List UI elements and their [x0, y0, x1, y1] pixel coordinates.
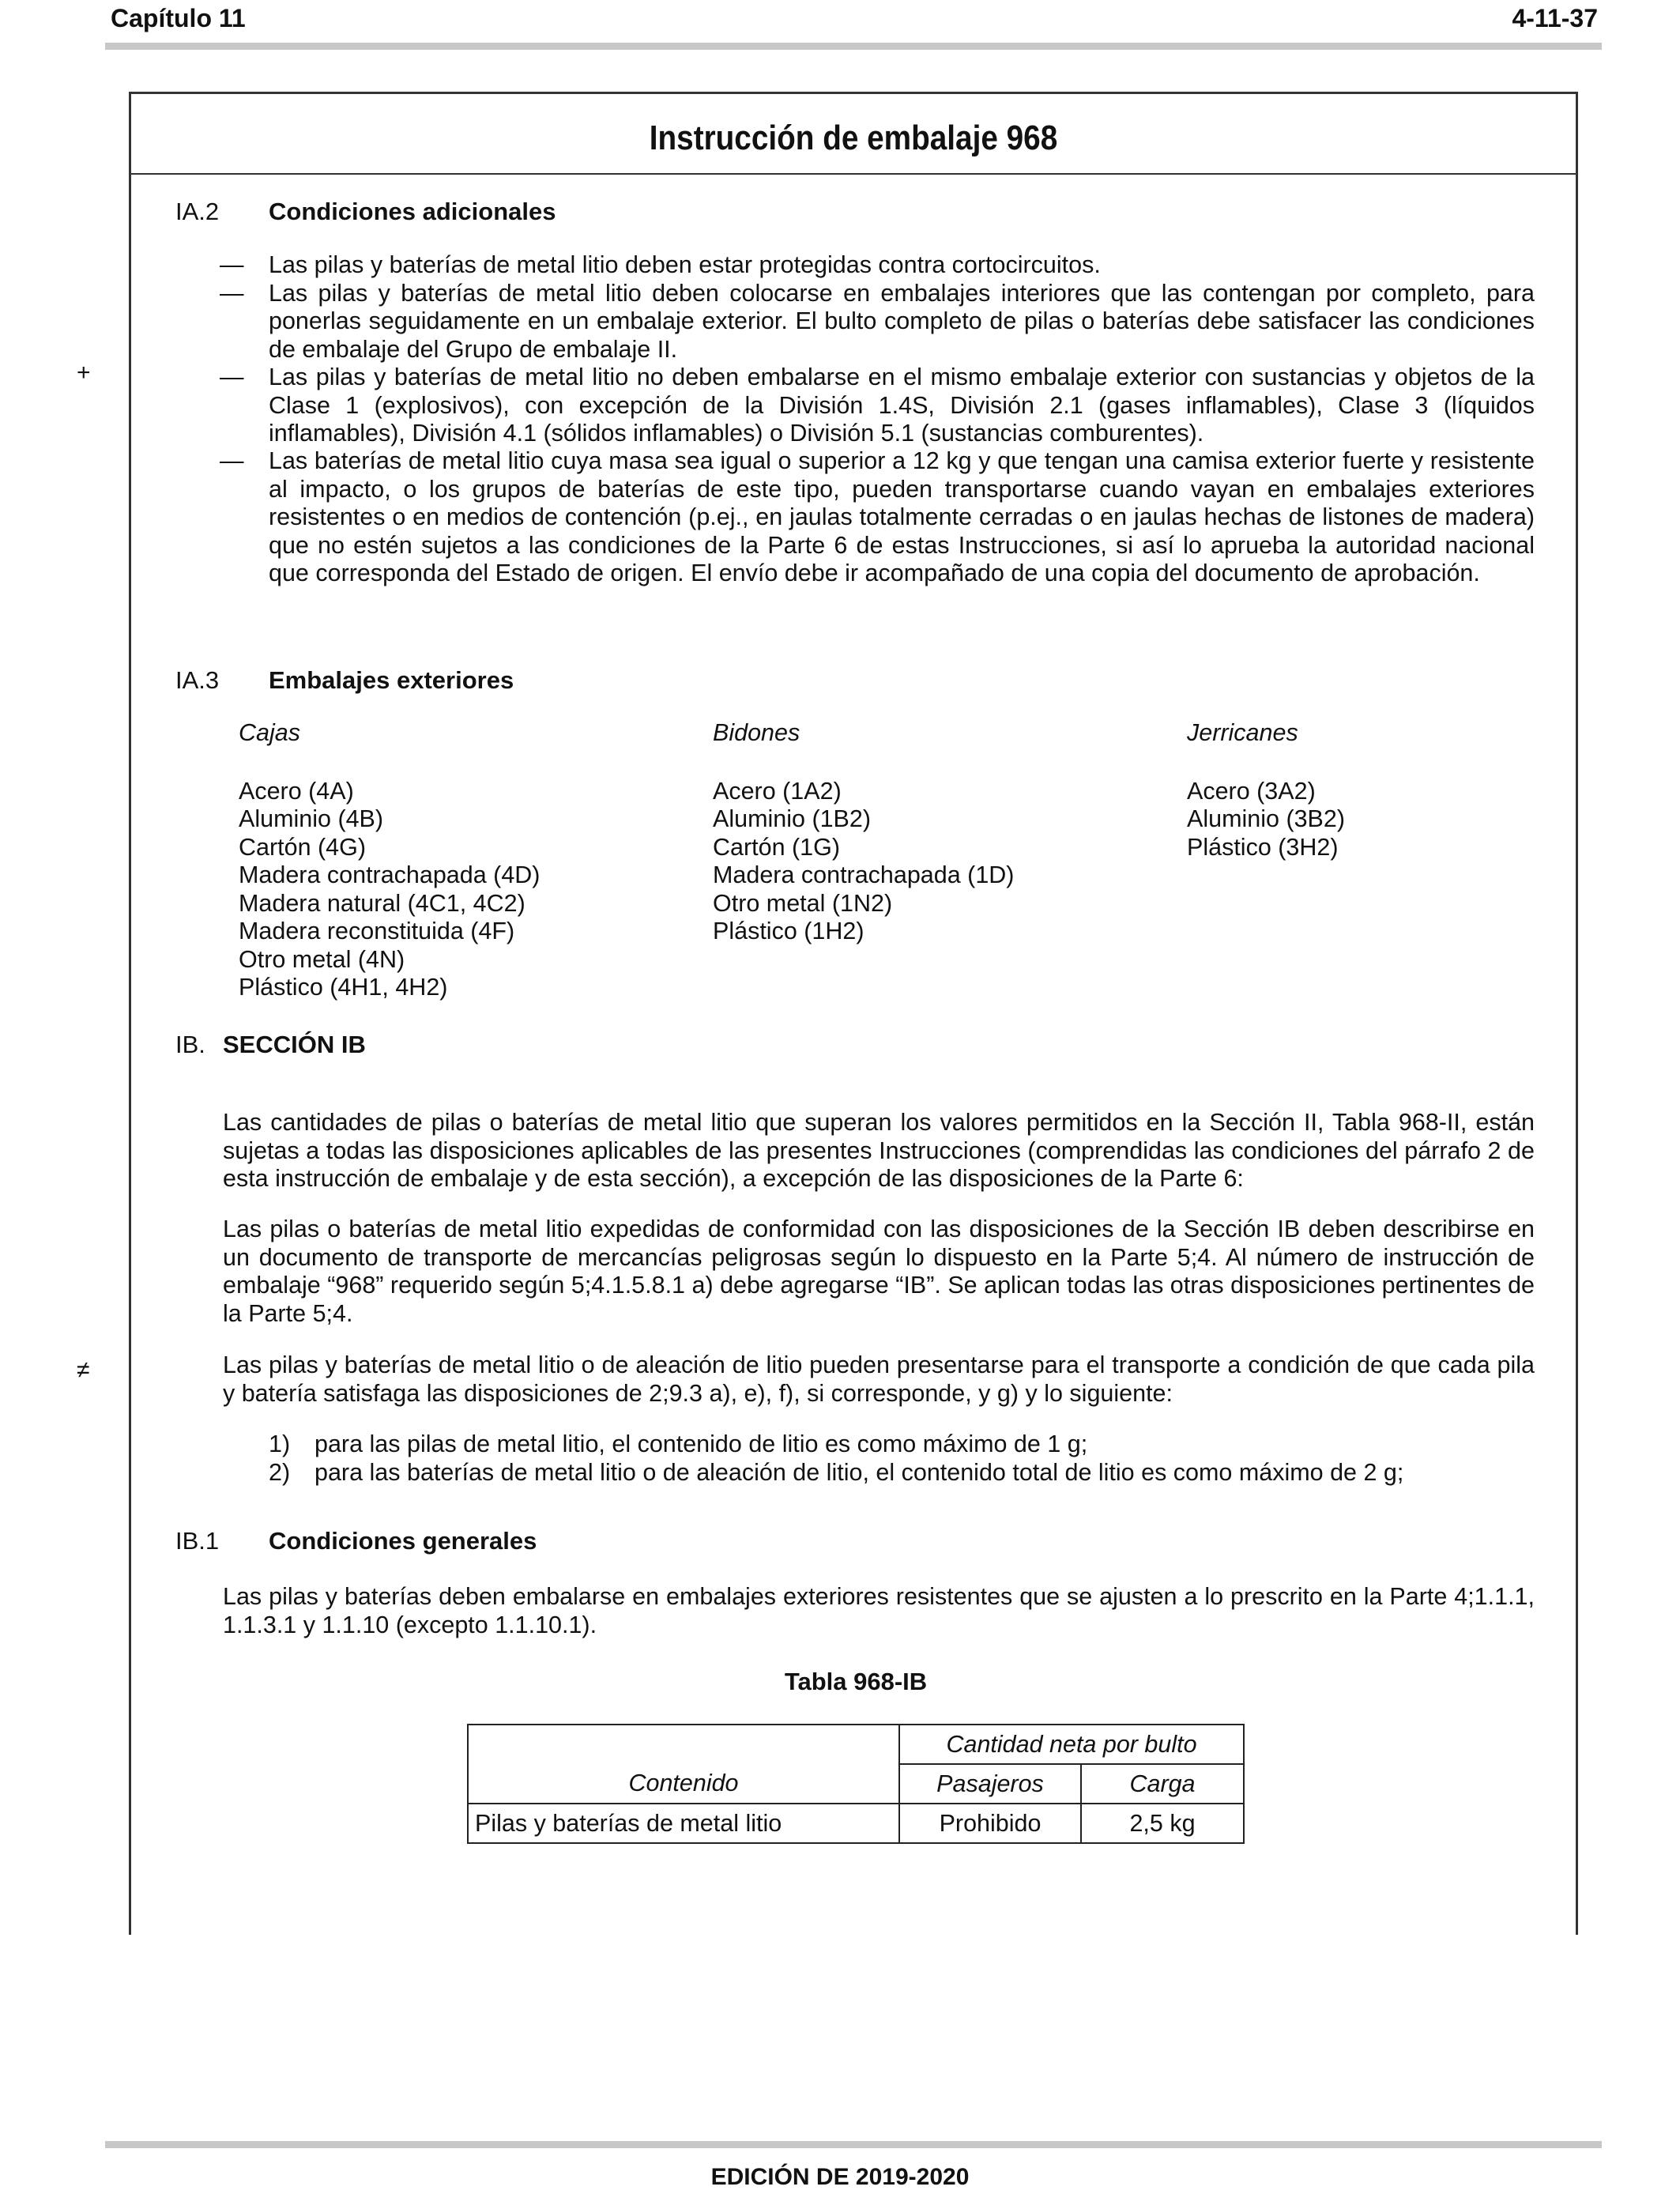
column-heading: Bidones: [713, 719, 800, 746]
list-item: Madera contrachapada (1D): [713, 861, 1015, 888]
dash-marker: —: [220, 447, 244, 474]
title-divider: [129, 173, 1578, 175]
bullet-text: Las pilas y baterías de metal litio no deben embalarse en el mismo embalaje exterior con sustancias y objetos de la Clase 1 (explosivos), con excepción de la División 1.4S, División 2.1 (gases inflamables), Clase 3 (líquidos inflamables), División 4.1 (sólidos inflamables) o División 5.1 (sustancias comburentes).: [269, 364, 1535, 447]
table-cell-contents: Pilas y baterías de metal litio: [468, 1804, 899, 1843]
table-row: [468, 1764, 1244, 1804]
bullet-text: Las pilas y baterías de metal litio deben colocarse en embalajes interiores que las contengan por completo, para ponerlas seguidamente en un embalaje exterior. El bulto completo de pilas o baterías debe satisfacer las condiciones de embalaje del Grupo de embalaje II.: [269, 279, 1535, 363]
paragraph: Las pilas o baterías de metal litio expedidas de conformidad con las disposiciones de la Sección IB deben describirse en un documento de transporte de mercancías peligrosas según lo dispuesto en la Parte 5;4. Al número de instrucción de embalaje “968” requerido según 5;4.1.5.8.1 a) debe agregarse “IB”. Se aplican todas las otras disposiciones pertinentes de la Parte 5;4.: [223, 1216, 1535, 1327]
list-item: Plástico (3H2): [1187, 833, 1339, 861]
list-item: Aluminio (1B2): [713, 805, 872, 832]
table-title: Tabla 968-IB: [784, 1668, 928, 1695]
list-item: Cartón (4G): [239, 833, 367, 861]
dash-marker: —: [220, 251, 244, 278]
table-cell-cargo: 2,5 kg: [1081, 1804, 1244, 1843]
section-number-ia3: IA.3: [175, 666, 220, 694]
list-item: Acero (4A): [239, 777, 354, 805]
section-number-ib: IB.: [175, 1031, 205, 1058]
table-header-passengers: Pasajeros: [899, 1764, 1081, 1804]
table-header-net-quantity: Cantidad neta por bulto: [899, 1725, 1244, 1764]
list-item: Otro metal (1N2): [713, 889, 893, 917]
section-title-ia2: Condiciones adicionales: [269, 198, 556, 225]
dash-marker: —: [220, 279, 244, 307]
chapter-label: Capítulo 11: [111, 4, 246, 32]
list-item: Cartón (1G): [713, 833, 841, 861]
table-cell-empty: [468, 1725, 899, 1764]
page-title: Instrucción de embalaje 968: [649, 119, 1058, 157]
paragraph: Las cantidades de pilas o baterías de metal litio que superan los valores permitidos en la Sección II, Tabla 968-II, están sujetas a todas las disposiciones aplicables de las presentes Instrucciones (comprendidas las condiciones del párrafo 2 de esta instrucción de embalaje y de esta sección), a excepción de las disposiciones de la Parte 6:: [223, 1109, 1535, 1192]
table-row: [468, 1725, 1244, 1764]
column-heading: Cajas: [239, 719, 300, 746]
margin-plus-mark: +: [77, 360, 91, 386]
packaging-column-jerricanes: [1187, 719, 1345, 861]
table-header-contents: Contenido: [468, 1764, 899, 1804]
bullet-item: [220, 280, 1535, 364]
dash-marker: —: [220, 364, 244, 390]
page-number: 4-11-37: [1512, 4, 1598, 32]
bullet-text: Las baterías de metal litio cuya masa sea igual o superior a 12 kg y que tengan una camisa exterior fuerte y resistente al impacto, o los grupos de baterías de este tipo, pueden transportarse cuando vayan en embalajes exteriores resistentes o en medios de contención (p.ej., en jaulas totalmente cerradas o en jaulas hechas de listones de madera) que no estén sujetos a las condiciones de la Parte 6 de estas Instrucciones, si así lo aprueba la autoridad nacional que corresponda del Estado de origen. El envío debe ir acompañado de una copia del documento de aprobación.: [269, 447, 1535, 586]
section-number-ib1: IB.1: [175, 1527, 220, 1555]
numbered-item: [269, 1431, 1087, 1459]
list-item: Plástico (1H2): [713, 918, 864, 944]
section-title-ia3: Embalajes exteriores: [269, 666, 514, 694]
section-title-ib: SECCIÓN IB: [223, 1031, 366, 1058]
list-item: Plástico (4H1, 4H2): [239, 974, 448, 1001]
packaging-column-bidones: [713, 719, 1014, 946]
quantity-table: [467, 1724, 1245, 1844]
table-row: [468, 1804, 1244, 1843]
table-header-cargo: Carga: [1081, 1764, 1244, 1804]
frame-left-border: [129, 92, 131, 1935]
margin-not-equal-mark: ≠: [77, 1357, 90, 1383]
bullet-item: [220, 364, 1535, 448]
paragraph: Las pilas y baterías de metal litio o de aleación de litio pueden presentarse para el transporte a condición de que cada pila y batería satisfaga las disposiciones de 2;9.3 a), e), f), si corresponde, y g) y lo siguiente:: [223, 1351, 1535, 1407]
section-title-ib1: Condiciones generales: [269, 1527, 537, 1555]
bullet-item: [220, 447, 1535, 588]
item-text: para las baterías de metal litio o de aleación de litio, el contenido total de litio es como máximo de 2 g;: [315, 1458, 1404, 1486]
column-heading: Jerricanes: [1187, 719, 1298, 746]
frame-right-border: [1576, 92, 1578, 1935]
list-item: Aluminio (4B): [239, 805, 384, 832]
list-item: Aluminio (3B2): [1187, 805, 1346, 832]
section-number-ia2: IA.2: [175, 198, 220, 225]
bullet-text: Las pilas y baterías de metal litio deben estar protegidas contra cortocircuitos.: [269, 251, 1101, 278]
list-item: Otro metal (4N): [239, 945, 405, 973]
frame-top-border: [129, 92, 1578, 94]
list-item: Acero (3A2): [1187, 777, 1316, 805]
list-item: Madera natural (4C1, 4C2): [239, 889, 525, 917]
numbered-item: [269, 1459, 1403, 1487]
edition-footer: EDICIÓN DE 2019-2020: [710, 2164, 970, 2190]
paragraph: Las pilas y baterías deben embalarse en embalajes exteriores resistentes que se ajusten a lo prescrito en la Parte 4;1.1.1, 1.1.3.1 y 1.1.10 (excepto 1.1.10.1).: [223, 1583, 1535, 1638]
list-item: Madera reconstituida (4F): [239, 918, 515, 944]
header-rule: [105, 43, 1602, 50]
item-text: para las pilas de metal litio, el contenido de litio es como máximo de 1 g;: [315, 1431, 1088, 1457]
bullet-item: [220, 251, 1535, 280]
list-item: Acero (1A2): [713, 777, 842, 805]
packaging-column-cajas: [239, 719, 540, 1002]
item-number: 1): [269, 1431, 291, 1457]
item-number: 2): [269, 1458, 291, 1486]
table-cell-passengers: Prohibido: [899, 1804, 1081, 1843]
footer-rule: [105, 2141, 1602, 2148]
list-item: Madera contrachapada (4D): [239, 861, 541, 888]
